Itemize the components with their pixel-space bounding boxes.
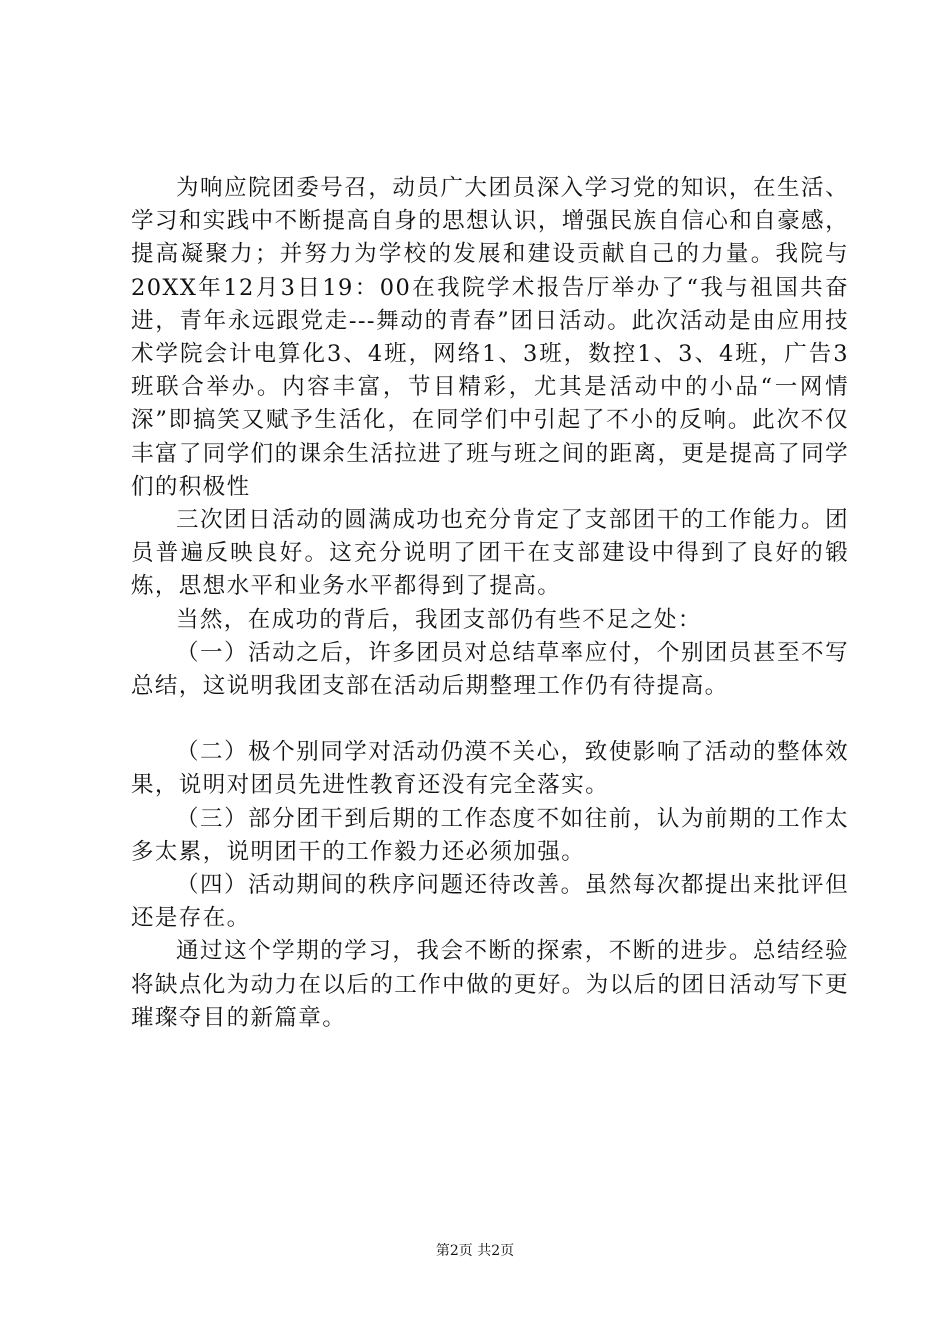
paragraph-shortcoming-4: （四）活动期间的秩序问题还待改善。虽然每次都提出来批评但还是存在。 <box>131 872 849 932</box>
paragraph-shortcoming-1: （一）活动之后，许多团员对总结草率应付，个别团员甚至不写总结，这说明我团支部在活动后期整理工作仍有待提高。 <box>131 639 849 700</box>
paragraph-shortcomings-intro: 当然，在成功的背后，我团支部仍有些不足之处： <box>176 606 702 633</box>
document-body <box>131 172 849 1035</box>
paragraph-conclusion: 通过这个学期的学习，我会不断的探索，不断的进步。总结经验将缺点化为动力在以后的工作中做的更好。为以后的团日活动写下更璀璨夺目的新篇章。 <box>131 938 849 1031</box>
paragraph-activity-intro: 为响应院团委号召，动员广大团员深入学习党的知识，在生活、学习和实践中不断提高自身的思想认识，增强民族自信心和自豪感，提高凝聚力；并努力为学校的发展和建设贡献自己的力量。我院与20XX年12月3日19：00在我院学术报告厅举办了“我与祖国共奋进，青年永远跟党走---舞动的青春”团日活动。此次活动是由应用技术学院会计电算化3、4班，网络1、3班，数控1、3、4班，广告3班联合举办。内容丰富，节目精彩，尤其是活动中的小品“一网情深”即搞笑又赋予生活化，在同学们中引起了不小的反响。此次不仅丰富了同学们的课余生活拉进了班与班之间的距离，更是提高了同学们的积极性 <box>131 175 849 500</box>
paragraph-shortcoming-2: （二）极个别同学对活动仍漠不关心，致使影响了活动的整体效果，说明对团员先进性教育还没有完全落实。 <box>131 739 849 799</box>
paragraph-success-summary: 三次团日活动的圆满成功也充分肯定了支部团干的工作能力。团员普遍反映良好。这充分说明了团干在支部建设中得到了良好的锻炼，思想水平和业务水平都得到了提高。 <box>131 507 849 600</box>
page-number-footer: 第2页 共2页 <box>435 1243 515 1259</box>
paragraph-shortcoming-3: （三）部分团干到后期的工作态度不如往前，认为前期的工作太多太累，说明团干的工作毅力还必须加强。 <box>131 805 849 865</box>
